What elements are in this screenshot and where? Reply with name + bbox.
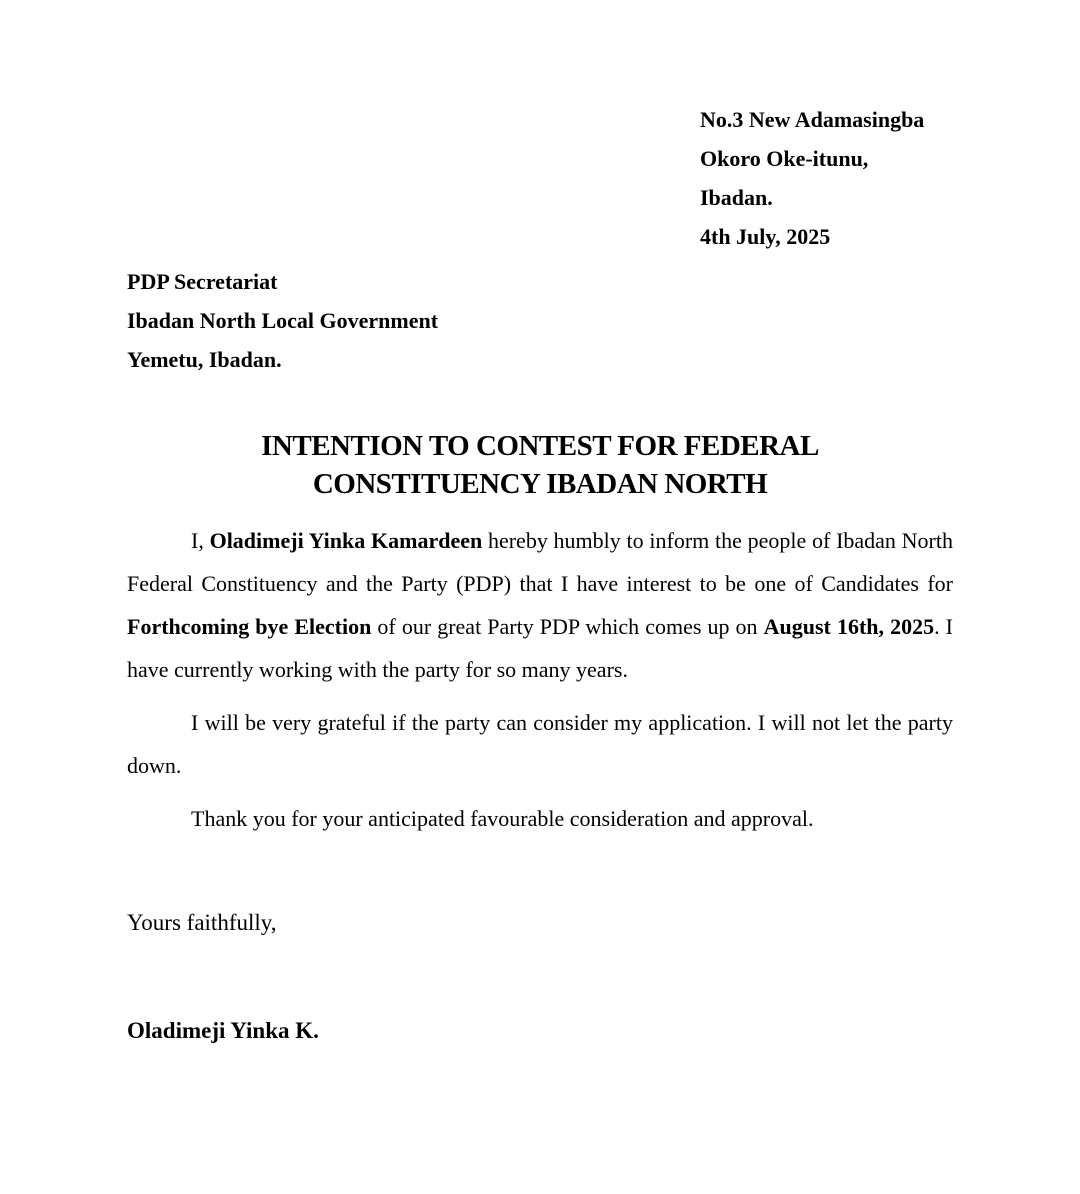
letter-title-line: CONSTITUENCY IBADAN NORTH [312,468,768,500]
closing-salutation: Yours faithfully, [127,910,277,935]
text-segment: Oladimeji Yinka Kamardeen [209,528,483,553]
recipient-address-line: PDP Secretariat [127,269,278,294]
body-paragraph-1 [127,519,953,691]
letter-title-line: INTENTION TO CONTEST FOR FEDERAL [261,430,819,462]
letter-title [127,427,953,503]
signature-name: Oladimeji Yinka K. [127,1018,319,1043]
text-segment: August 16th, 2025 [763,614,935,639]
sender-address-block [700,100,953,256]
sender-address-line: Okoro Oke-itunu, [700,146,869,171]
recipient-address-block [127,262,953,379]
text-segment: I, [191,528,210,553]
recipient-address-line: Yemetu, Ibadan. [127,347,282,372]
body-paragraph-3: Thank you for your anticipated favourable consideration and approval. [191,806,814,831]
body-paragraph-2: I will be very grateful if the party can consider my application. I will not let the party down. [127,710,953,778]
text-segment: hereby humbly to inform the people of Ibadan North Federal Constituency and the Party (PDP) that I have interest to be one of Candidates for [127,528,953,596]
text-segment: . I have currently working with the party for so many years. [127,614,953,682]
letter-date: 4th July, 2025 [700,224,831,249]
text-segment: of our great Party PDP which comes up on [371,614,764,639]
text-segment: Forthcoming bye Election [127,614,372,639]
sender-address-line: Ibadan. [700,185,773,210]
recipient-address-line: Ibadan North Local Government [127,308,439,333]
sender-address-line: No.3 New Adamasingba [700,107,925,132]
